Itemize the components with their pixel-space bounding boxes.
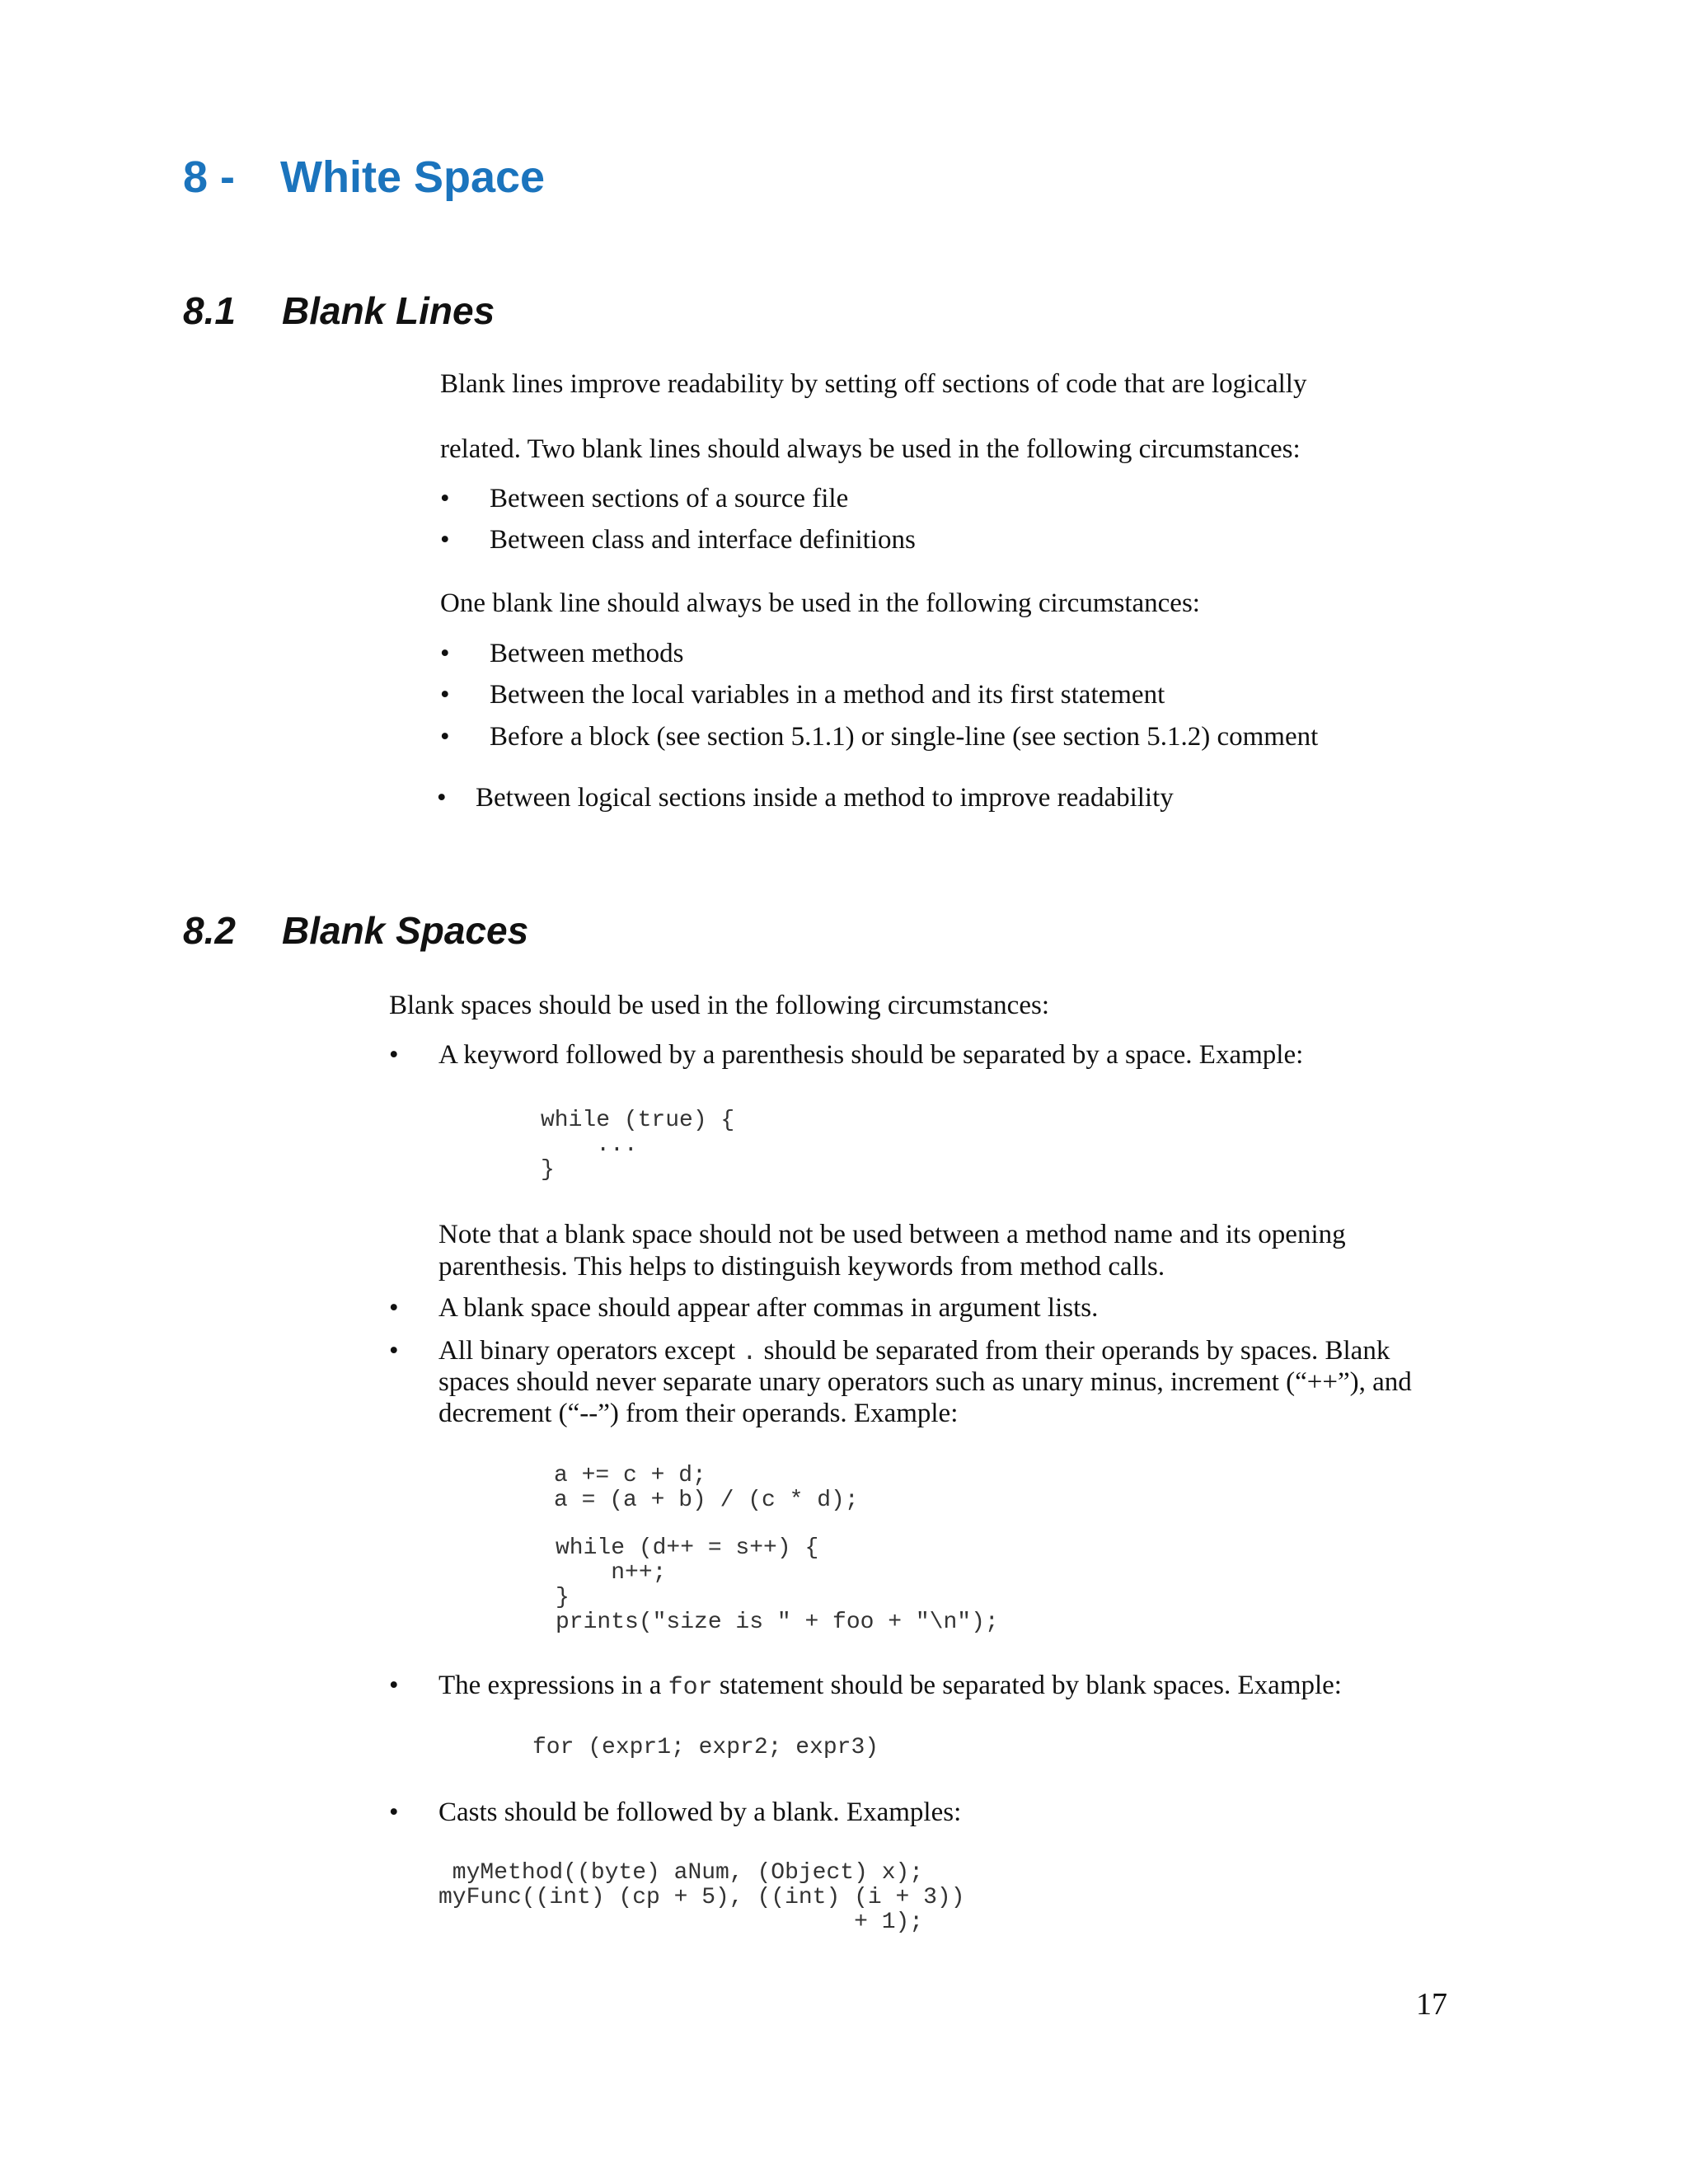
- chapter-title: White Space: [280, 152, 546, 202]
- bullet: •: [440, 680, 450, 710]
- binary-operators-text-a: All binary operators except: [438, 1336, 743, 1366]
- blank-spaces-intro: Blank spaces should be used in the following circumstances:: [389, 991, 1049, 1020]
- page-number: 17: [1416, 1987, 1447, 2022]
- code-example-for: for (expr1; expr2; expr3): [532, 1735, 879, 1760]
- bullet: •: [389, 1040, 399, 1070]
- chapter-number: 8 -: [183, 152, 236, 202]
- bullet: •: [389, 1336, 399, 1366]
- for-statement-text-b: statement should be separated by blank spaces. Example:: [712, 1671, 1342, 1700]
- binary-operators-line-1: [438, 1335, 1390, 1369]
- list-item-one-blank-4: Between logical sections inside a method to improve readability: [476, 783, 1174, 813]
- section-number-8-1: 8.1: [183, 289, 236, 332]
- for-statement-text-a: The expressions in a: [438, 1671, 668, 1700]
- bullet: •: [389, 1797, 399, 1827]
- blank-lines-intro-line-1: Blank lines improve readability by setting off sections of code that are logically: [440, 369, 1307, 399]
- section-title-blank-spaces: Blank Spaces: [282, 909, 529, 952]
- note-line-2: parenthesis. This helps to distinguish keywords from method calls.: [438, 1252, 1165, 1282]
- binary-operators-text-b: should be separated from their operands by spaces. Blank: [757, 1336, 1390, 1366]
- casts-item: Casts should be followed by a blank. Examples:: [438, 1797, 962, 1827]
- bullet: •: [440, 484, 450, 513]
- binary-operators-line-2: spaces should never separate unary operators such as unary minus, increment (“++”), and: [438, 1367, 1412, 1397]
- list-item-one-blank-3: Before a block (see section 5.1.1) or single-line (see section 5.1.2) comment: [490, 722, 1319, 752]
- section-title-blank-lines: Blank Lines: [282, 289, 495, 332]
- bullet: •: [440, 722, 450, 752]
- dot-operator-code: .: [742, 1339, 757, 1367]
- keyword-parenthesis-item: A keyword followed by a parenthesis should be separated by a space. Example:: [438, 1040, 1304, 1070]
- for-statement-item: [438, 1670, 1342, 1704]
- one-blank-intro: One blank line should always be used in the following circumstances:: [440, 588, 1200, 618]
- binary-operators-line-3: decrement (“--”) from their operands. Example:: [438, 1399, 959, 1428]
- list-item-one-blank-1: Between methods: [490, 639, 684, 668]
- code-example-while: while (true) { ... }: [541, 1108, 735, 1183]
- list-item-one-blank-2: Between the local variables in a method and its first statement: [490, 680, 1165, 710]
- blank-lines-intro-line-2: related. Two blank lines should always be used in the following circumstances:: [440, 434, 1301, 464]
- code-example-operators: a += c + d; a = (a + b) / (c * d);: [554, 1463, 859, 1513]
- section-number-8-2: 8.2: [183, 909, 236, 952]
- bullet: •: [440, 525, 450, 555]
- list-item-two-blank-2: Between class and interface definitions: [490, 525, 916, 555]
- list-item-two-blank-1: Between sections of a source file: [490, 484, 849, 513]
- bullet: •: [389, 1293, 399, 1323]
- code-example-increment: while (d++ = s++) { n++; } prints("size is " + foo + "\n");: [556, 1535, 999, 1635]
- for-keyword-code: for: [668, 1674, 713, 1702]
- code-example-casts: myMethod((byte) aNum, (Object) x); myFunc((int) (cp + 5), ((int) (i + 3)) + 1);: [438, 1860, 965, 1935]
- bullet: •: [440, 639, 450, 668]
- bullet: •: [437, 783, 447, 813]
- bullet: •: [389, 1671, 399, 1700]
- note-line-1: Note that a blank space should not be used between a method name and its opening: [438, 1220, 1346, 1249]
- comma-item: A blank space should appear after commas in argument lists.: [438, 1293, 1099, 1323]
